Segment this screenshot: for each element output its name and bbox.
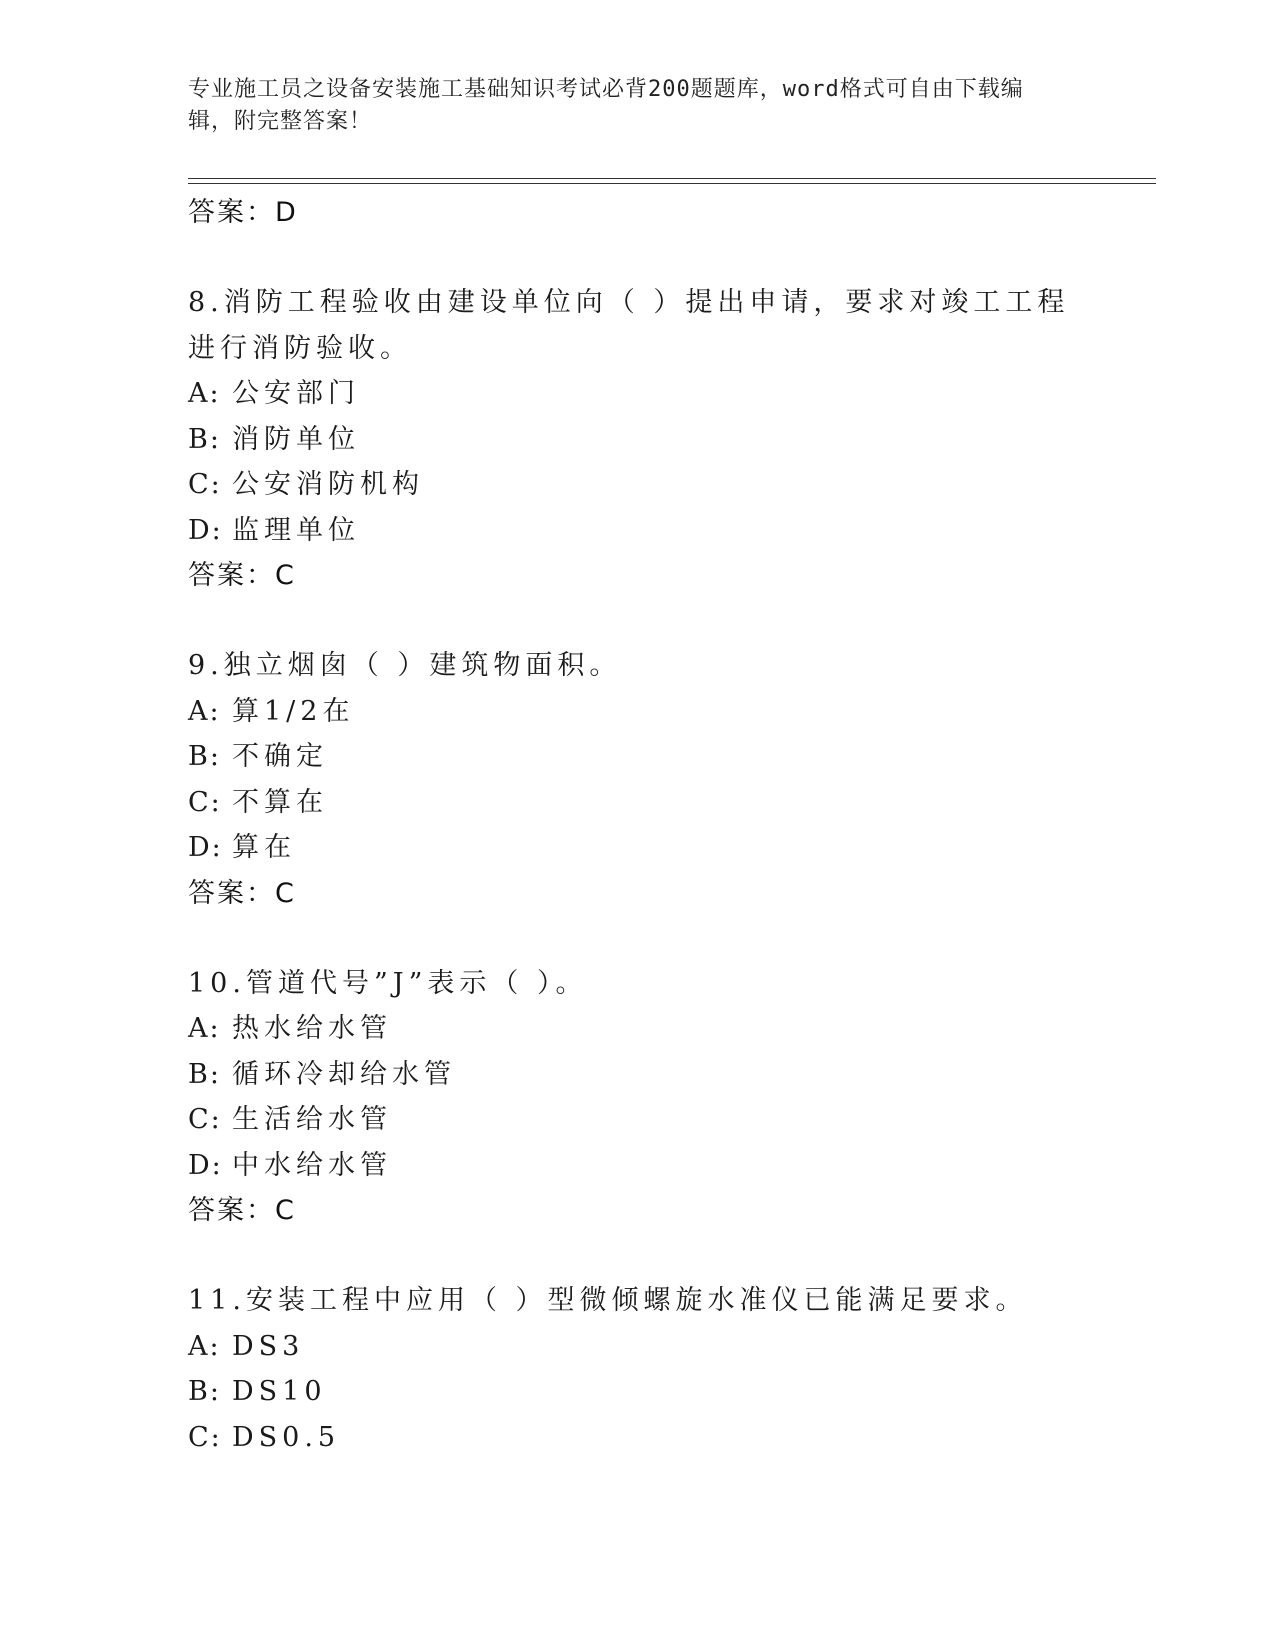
option-letter: A: [188, 1013, 221, 1044]
question-list [188, 190, 1088, 1460]
option-letter: B: [188, 741, 221, 772]
option-text: 算在 [232, 832, 296, 863]
option-text: DS10 [232, 1376, 327, 1407]
questions-container [188, 280, 1088, 1460]
option-text: 不算在 [232, 786, 328, 818]
option-text: 公安消防机构 [232, 469, 424, 500]
option-text: 算1/2在 [232, 695, 355, 727]
option-letter: A: [188, 695, 221, 727]
option-letter: A: [188, 1330, 221, 1362]
answer-option [188, 780, 1088, 826]
question-stem: 11.安装工程中应用（ ）型微倾螺旋水准仪已能满足要求。 [188, 1285, 1028, 1316]
option-text: DS3 [232, 1330, 305, 1362]
answer-option [188, 825, 1088, 871]
option-text: 监理单位 [232, 514, 360, 546]
header-rule-bottom [188, 183, 1156, 184]
option-letter: C: [188, 1421, 222, 1453]
question-answer: 答案：C [188, 1195, 296, 1226]
option-letter: A: [188, 378, 221, 409]
answer-option [188, 508, 1088, 554]
option-letter: C: [188, 469, 222, 500]
option-text: 消防单位 [232, 423, 360, 455]
question-stem: 8.消防工程验收由建设单位向（ ）提出申请，要求对竣工工程进行消防验收。 [188, 287, 1070, 364]
question-stem: 10.管道代号”J”表示（ ）。 [188, 967, 588, 999]
answer-option [188, 1324, 1088, 1370]
answer-option [188, 734, 1088, 780]
answer-option [188, 462, 1088, 508]
answer-option [188, 1415, 1088, 1461]
question-stem: 9.独立烟囱（ ）建筑物面积。 [188, 650, 622, 681]
question-answer: 答案：C [188, 560, 296, 591]
question-block [188, 961, 1088, 1235]
option-text: 不确定 [232, 741, 328, 772]
option-text: 热水给水管 [232, 1013, 392, 1044]
header-rule-top [188, 178, 1156, 179]
option-letter: B: [188, 1376, 221, 1407]
option-text: 生活给水管 [232, 1104, 392, 1135]
question-block [188, 280, 1088, 599]
option-text: DS0.5 [232, 1421, 341, 1453]
answer-option [188, 1369, 1088, 1415]
answer-option [188, 1097, 1088, 1143]
option-letter: D: [188, 514, 223, 546]
option-text: 公安部门 [232, 378, 360, 409]
answer-option [188, 1143, 1088, 1189]
answer-option [188, 371, 1088, 417]
question-block [188, 1278, 1088, 1460]
option-letter: D: [188, 832, 223, 863]
question-block [188, 643, 1088, 917]
option-letter: C: [188, 786, 222, 818]
previous-answer: 答案：D [188, 197, 298, 228]
question-answer: 答案：C [188, 877, 296, 909]
answer-option [188, 417, 1088, 463]
answer-option [188, 1006, 1088, 1052]
option-text: 中水给水管 [232, 1149, 392, 1181]
answer-option [188, 689, 1088, 735]
answer-option [188, 1052, 1088, 1098]
document-header: 专业施工员之设备安装施工基础知识考试必背200题题库，word格式可自由下载编辑，附完整答案！ [188, 77, 1024, 134]
option-letter: B: [188, 1058, 221, 1090]
option-letter: C: [188, 1104, 222, 1135]
option-letter: B: [188, 423, 221, 455]
option-text: 循环冷却给水管 [232, 1058, 456, 1090]
option-letter: D: [188, 1149, 223, 1181]
